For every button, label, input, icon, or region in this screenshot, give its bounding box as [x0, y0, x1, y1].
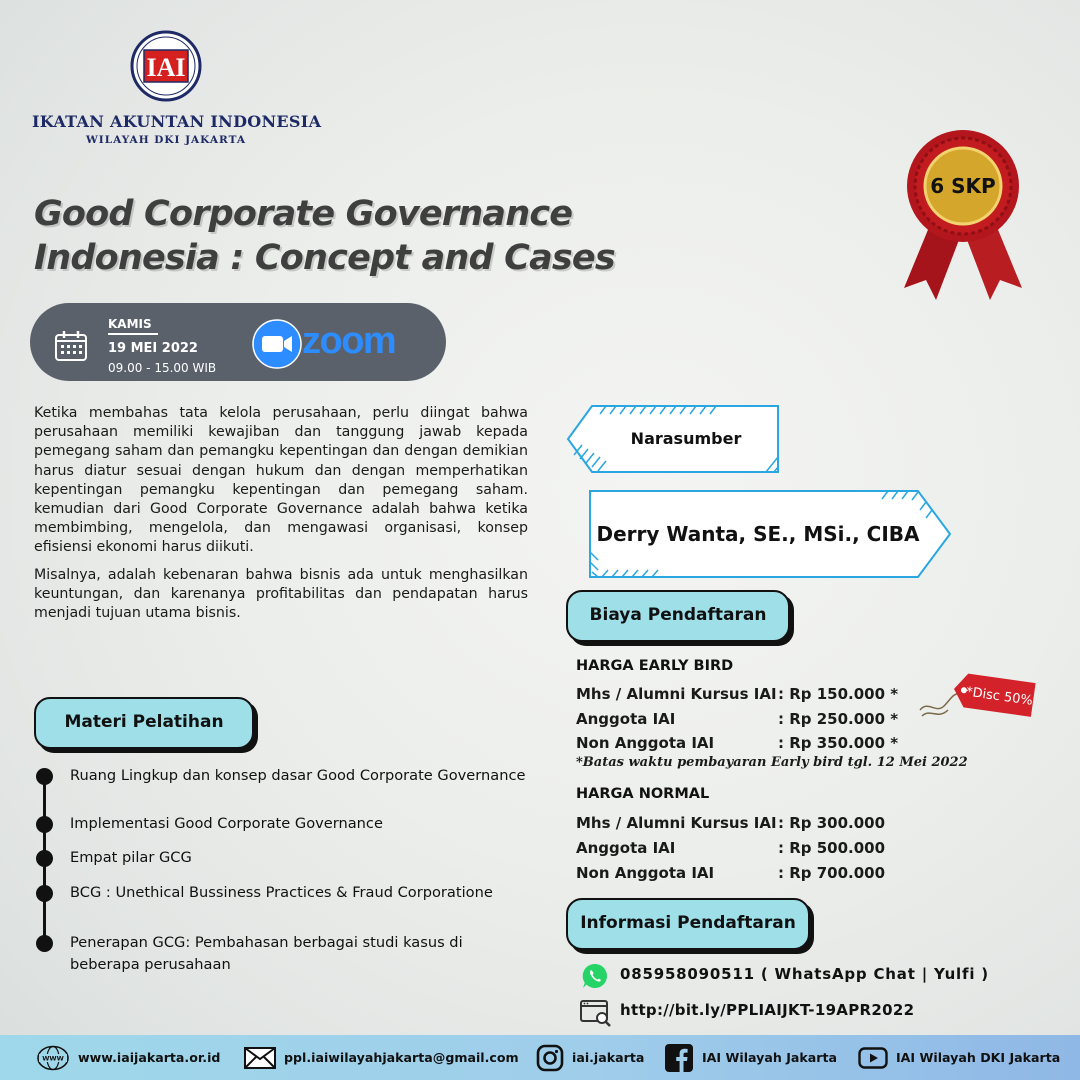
youtube-icon — [858, 1047, 888, 1069]
description-paragraph: Ketika membahas tata kelola perusahaan, perlu diingat bahwa perusahaan memiliki kewajiban dan tanggung jawab kepada pemegang saham dan pemangku kepentingan dan dengan demikian harus diatur sesuai dengan hukum dan dengan memperhatikan kepentingan pemangku kepentingan dan pemegang saham. kemudian dari Good Corporate Governance adalah bahwa ketika membimbing, mengelola, dan mengawasi organisasi, konsep efisiensi ekonomi harus diikuti. — [34, 405, 528, 556]
footer-instagram[interactable] — [536, 1035, 644, 1080]
price-label: Anggota IAI — [576, 710, 676, 728]
facebook-icon — [664, 1043, 694, 1073]
price-label: Non Anggota IAI — [576, 734, 715, 752]
footer-website[interactable] — [36, 1035, 220, 1080]
early-bird-note: *Batas waktu pembayaran Early bird tgl. 12 Mei 2022 — [576, 755, 968, 770]
price-value: : Rp 300.000 — [778, 814, 886, 832]
svg-text:WWW: WWW — [42, 1054, 64, 1063]
event-day: KAMIS — [108, 317, 158, 335]
title-line-1: Good Corporate Governance — [34, 194, 573, 234]
footer-facebook[interactable] — [664, 1035, 837, 1080]
browser-icon — [580, 999, 612, 1027]
footer-instagram-text: iai.jakarta — [572, 1050, 645, 1065]
timeline-dot — [36, 935, 53, 952]
early-bird-heading: HARGA EARLY BIRD — [576, 658, 734, 674]
mail-icon — [244, 1047, 276, 1069]
price-label: Anggota IAI — [576, 839, 676, 857]
narasumber-name-box — [588, 490, 952, 578]
price-label: Non Anggota IAI — [576, 864, 715, 882]
timeline-dot — [36, 816, 53, 833]
footer-youtube-text: IAI Wilayah DKI Jakarta — [896, 1050, 1061, 1065]
description-paragraph: Misalnya, adalah kebenaran bahwa bisnis ada untuk menghasilkan keuntungan, dan karenanya profitabilitas dan pendapatan harus menjadi tujuan utama bisnis. — [34, 566, 528, 622]
description — [34, 404, 528, 631]
narasumber-label-box — [566, 405, 780, 473]
zoom-logo-text: zoom — [302, 320, 396, 362]
informasi-heading: Informasi Pendaftaran — [566, 898, 810, 950]
price-value: : Rp 500.000 — [778, 839, 886, 857]
footer-youtube[interactable] — [858, 1035, 1060, 1080]
whatsapp-icon — [582, 963, 608, 989]
materi-item: Ruang Lingkup dan konsep dasar Good Corporate Governance — [70, 767, 526, 784]
timeline-dot — [36, 885, 53, 902]
narasumber-name: Derry Wanta, SE., MSi., CIBA — [596, 522, 920, 546]
materi-item: BCG : Unethical Bussiness Practices & Fraud Corporatione — [70, 884, 493, 901]
materi-item: Implementasi Good Corporate Governance — [70, 815, 383, 832]
materi-item: Penerapan GCG: Pembahasan berbagai studi kasus di beberapa perusahaan — [70, 934, 463, 973]
skp-badge — [892, 128, 1034, 306]
price-label: Mhs / Alumni Kursus IAI — [576, 814, 777, 832]
timeline-dot — [36, 850, 53, 867]
price-value: : Rp 700.000 — [778, 864, 886, 882]
biaya-heading: Biaya Pendaftaran — [566, 590, 790, 642]
timeline-dot — [36, 768, 53, 785]
footer-facebook-text: IAI Wilayah Jakarta — [702, 1050, 837, 1065]
registration-link[interactable]: http://bit.ly/PPLIAIJKT-19APR2022 — [620, 1001, 915, 1019]
whatsapp-contact[interactable]: 085958090511 ( WhatsApp Chat | Yulfi ) — [620, 965, 989, 983]
svg-text:IAI: IAI — [146, 53, 186, 82]
page-title — [34, 192, 734, 280]
footer-bar — [0, 1035, 1080, 1080]
materi-item: Empat pilar GCG — [70, 849, 192, 866]
narasumber-label: Narasumber — [630, 429, 742, 448]
calendar-icon — [54, 330, 88, 362]
zoom-icon — [252, 319, 302, 369]
iai-logo — [130, 30, 202, 102]
org-region: WILAYAH DKI JAKARTA — [86, 134, 246, 146]
price-value: : Rp 150.000 * — [778, 685, 899, 703]
skp-label: 6 SKP — [930, 174, 996, 198]
normal-heading: HARGA NORMAL — [576, 786, 710, 802]
footer-email[interactable] — [244, 1035, 519, 1080]
instagram-icon — [536, 1044, 564, 1072]
event-time: 09.00 - 15.00 WIB — [108, 361, 217, 375]
discount-label: *Disc 50% — [965, 684, 1034, 709]
title-line-2: Indonesia : Concept and Cases — [34, 238, 615, 278]
discount-tag — [914, 662, 1044, 728]
price-label: Mhs / Alumni Kursus IAI — [576, 685, 777, 703]
footer-website-text: www.iaijakarta.or.id — [78, 1050, 221, 1065]
materi-heading: Materi Pelatihan — [34, 697, 254, 749]
event-date: 19 MEI 2022 — [108, 341, 198, 356]
org-name: IKATAN AKUNTAN INDONESIA — [32, 112, 322, 131]
price-value: : Rp 250.000 * — [778, 710, 899, 728]
footer-email-text: ppl.iaiwilayahjakarta@gmail.com — [284, 1050, 519, 1065]
price-value: : Rp 350.000 * — [778, 734, 899, 752]
globe-icon — [36, 1045, 70, 1071]
